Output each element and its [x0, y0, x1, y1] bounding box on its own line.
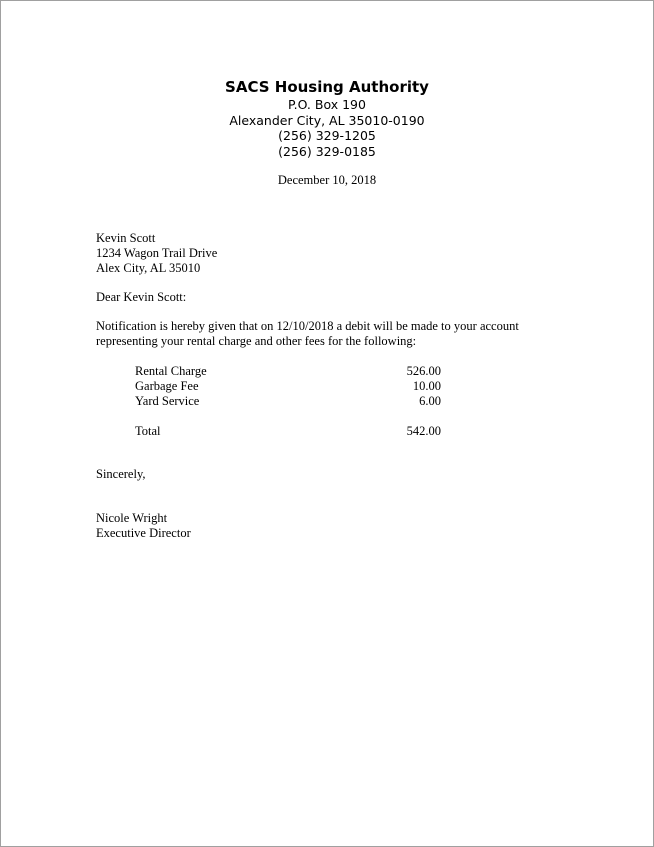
fee-table [135, 364, 441, 439]
recipient-name: Kevin Scott [96, 231, 156, 245]
fee-label: Garbage Fee [135, 379, 199, 393]
signer-title: Executive Director [96, 526, 191, 540]
notice-line: representing your rental charge and other fees for the following: [96, 334, 417, 348]
fee-label: Yard Service [135, 394, 200, 408]
total-row [135, 424, 441, 439]
fee-amount: 6.00 [419, 394, 441, 408]
org-city-state-zip: Alexander City, AL 35010-0190 [229, 112, 425, 128]
phone-primary: (256) 329-1205 [278, 128, 376, 143]
fee-label: Rental Charge [135, 364, 207, 378]
closing: Sincerely, [96, 467, 146, 481]
fee-row [135, 394, 441, 409]
fee-amount: 526.00 [406, 364, 441, 378]
salutation: Dear Kevin Scott: [96, 290, 187, 304]
fee-row [135, 379, 441, 394]
notice-paragraph [96, 319, 556, 349]
letter-date: December 10, 2018 [277, 173, 377, 187]
letterhead [1, 77, 653, 159]
fee-amount: 10.00 [412, 379, 441, 393]
recipient-city-state-zip: Alex City, AL 35010 [96, 261, 201, 275]
notice-line: Notification is hereby given that on 12/10/2018 a debit will be made to your account [96, 319, 519, 333]
total-label: Total [135, 424, 161, 438]
signer-name: Nicole Wright [96, 511, 168, 525]
phone-secondary: (256) 329-0185 [278, 143, 376, 159]
signature-block [96, 511, 191, 541]
fee-row [135, 364, 441, 379]
recipient-street: 1234 Wagon Trail Drive [96, 246, 218, 260]
po-box: P.O. Box 190 [288, 97, 366, 112]
total-amount: 542.00 [406, 424, 441, 438]
organization-name: SACS Housing Authority [225, 78, 429, 96]
recipient-address [96, 231, 217, 276]
